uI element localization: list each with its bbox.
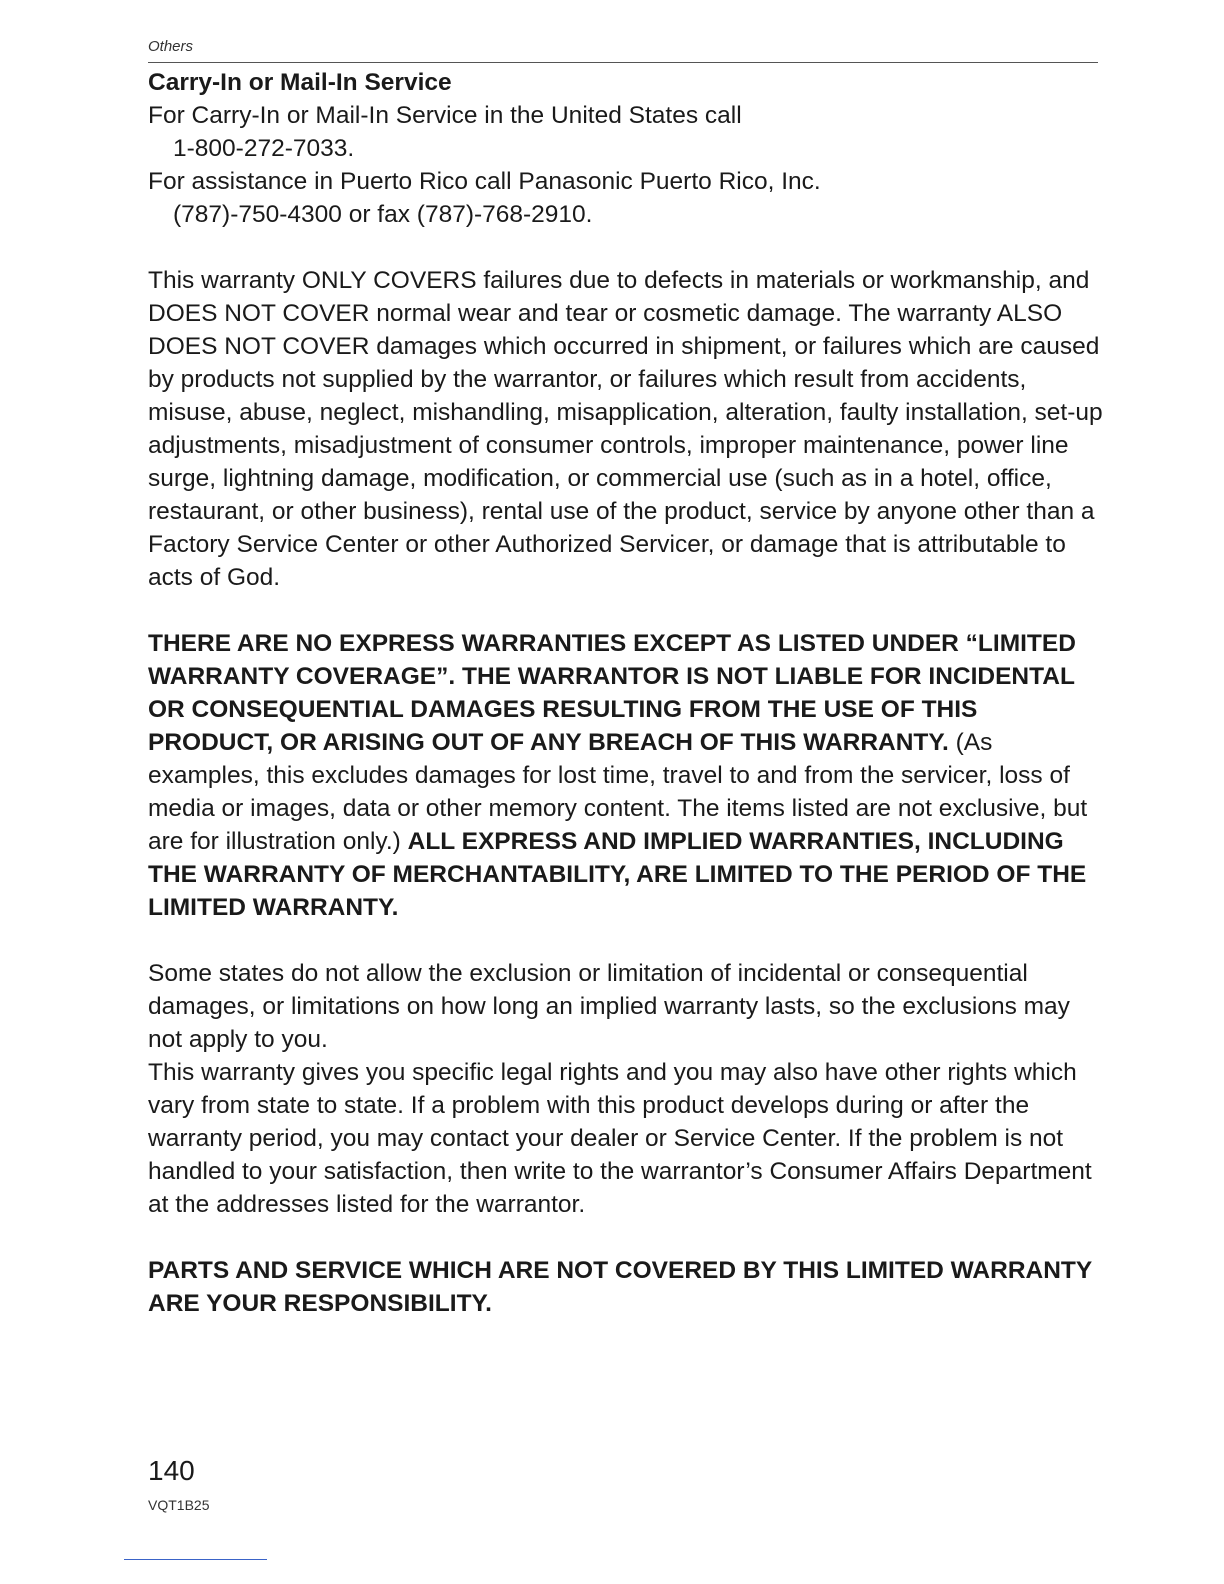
carry-in-heading: Carry-In or Mail-In Service — [148, 69, 452, 96]
section-label: Others — [148, 38, 194, 55]
carry-in-us-text: For Carry-In or Mail-In Service in the United States call — [148, 102, 742, 129]
header-divider — [148, 62, 1098, 63]
spacer — [148, 594, 1108, 627]
spacer — [148, 231, 1108, 264]
page-number: 140 — [148, 1455, 195, 1486]
disclaimer-bold-1: THERE ARE NO EXPRESS WARRANTIES EXCEPT AS LISTED UNDER “LIMITED WARRANTY COVERAGE”. THE WARRANTOR IS NOT LIABLE FOR INCIDENTAL OR CONSEQUENTIAL DAMAGES RESULTING FROM THE USE OF THIS PRODUCT, OR ARISING OUT OF ANY BREACH OF THIS WARRANTY. — [148, 630, 1076, 756]
disclaimer-paragraph — [148, 627, 1108, 924]
carry-in-us-phone: 1-800-272-7033. — [173, 135, 355, 162]
coverage-paragraph: This warranty ONLY COVERS failures due to defects in materials or workmanship, and DOES NOT COVER normal wear and tear or cosmetic damage. The warranty ALSO DOES NOT COVER damages which occurred in shipment, or failures which are caused by products not supplied by the warrantor, or failures which result from accidents, misuse, abuse, neglect, mishandling, misapplication, alteration, faulty installation, set-up adjustments, misadjustment of consumer controls, improper maintenance, power line surge, lightning damage, modification, or commercial use (such as in a hotel, office, restaurant, or other business), rental use of the product, service by anyone other than a Factory Service Center or other Authorized Servicer, or damage that is attributable to acts of God. — [148, 267, 1103, 591]
states-paragraph-1: Some states do not allow the exclusion or limitation of incidental or consequential damages, or limitations on how long an implied warranty lasts, so the exclusions may not apply to you. — [148, 960, 1070, 1053]
document-body — [148, 66, 1108, 1320]
carry-in-pr-text: For assistance in Puerto Rico call Panasonic Puerto Rico, Inc. — [148, 168, 821, 195]
states-paragraph-2: This warranty gives you specific legal rights and you may also have other rights which vary from state to state. If a problem with this product develops during or after the warranty period, you may contact your dealer or Service Center. If the problem is not handled to your satisfaction, then write to the warrantor’s Consumer Affairs Department at the addresses listed for the warrantor. — [148, 1059, 1092, 1218]
footer-divider — [124, 1559, 267, 1560]
spacer — [148, 924, 1108, 957]
disclaimer-bold-2: ALL EXPRESS AND IMPLIED WARRANTIES, INCLUDING THE WARRANTY OF MERCHANTABILITY, ARE LIMITED TO THE PERIOD OF THE LIMITED WARRANTY. — [148, 828, 1087, 921]
model-code: VQT1B25 — [148, 1497, 210, 1513]
parts-notice: PARTS AND SERVICE WHICH ARE NOT COVERED BY THIS LIMITED WARRANTY ARE YOUR RESPONSIBILITY. — [148, 1257, 1092, 1317]
spacer — [148, 1221, 1108, 1254]
disclaimer-examples: (As examples, this excludes damages for lost time, travel to and from the servicer, loss of media or images, data or other memory content. The items listed are not exclusive, but are for illustration only.) — [148, 729, 1088, 855]
carry-in-pr-phone: (787)-750-4300 or fax (787)-768-2910. — [173, 201, 593, 228]
